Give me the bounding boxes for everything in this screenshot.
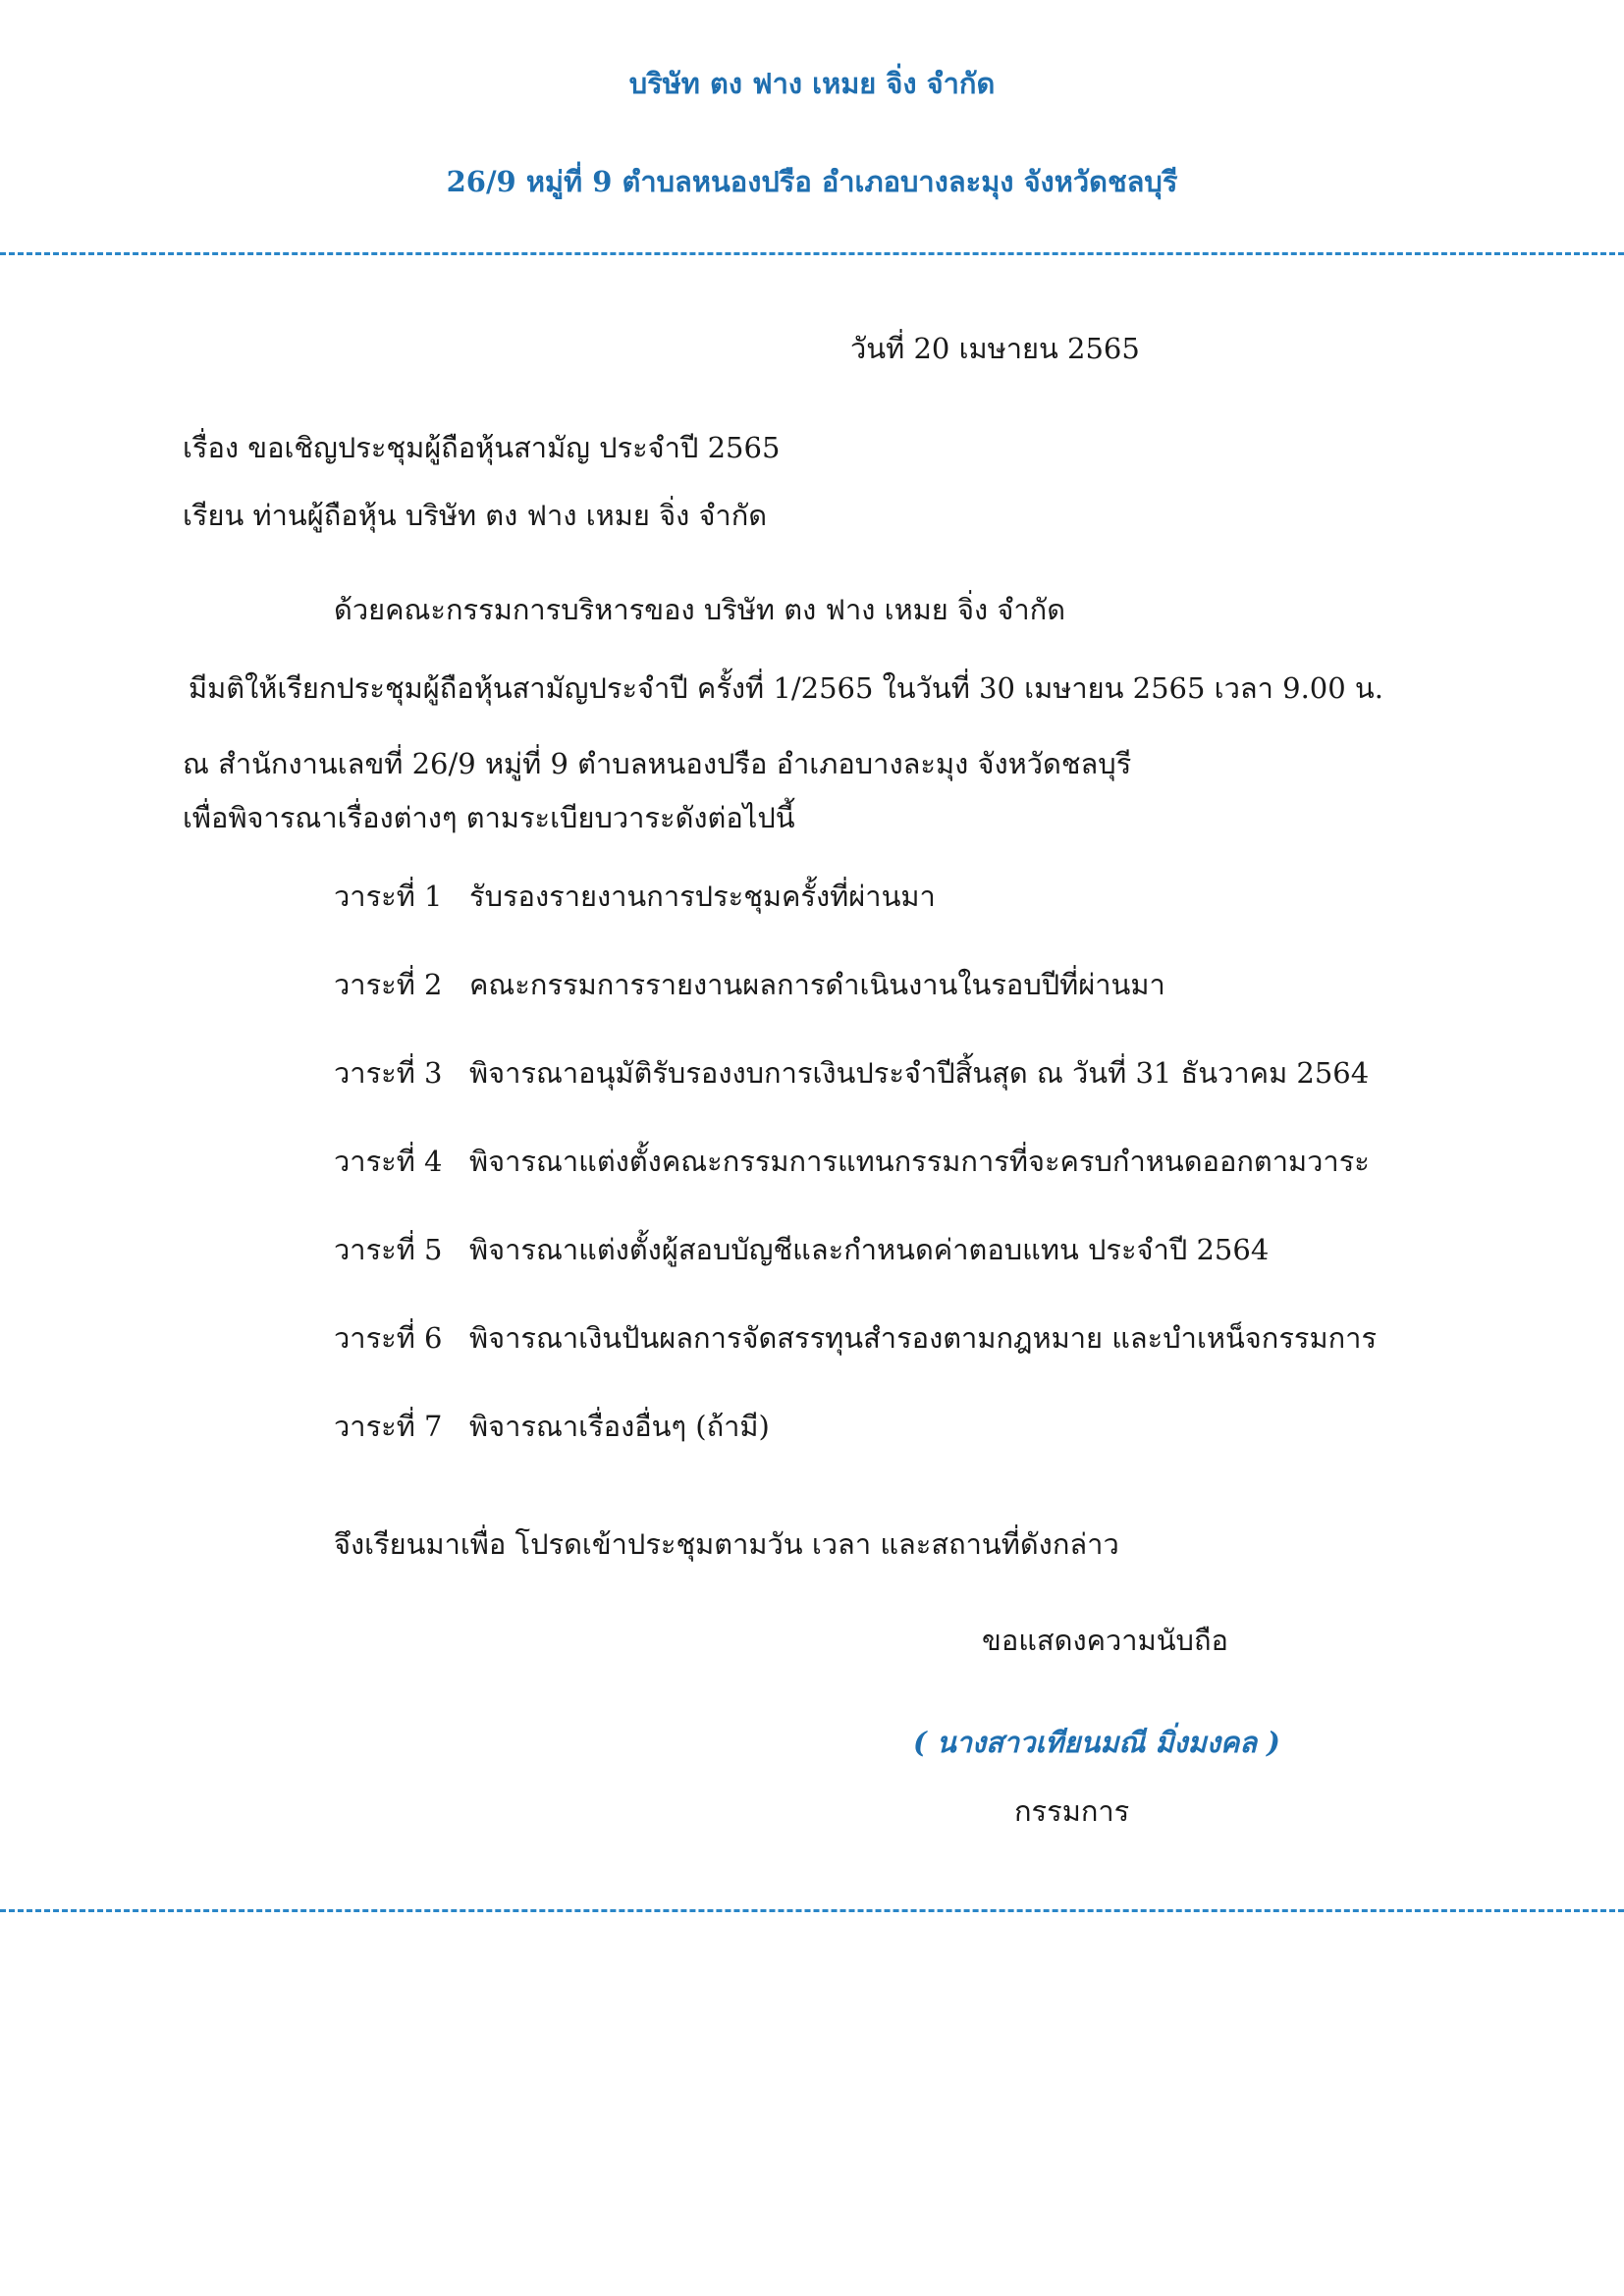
agenda-text: พิจารณาแต่งตั้งผู้สอบบัญชีและกำหนดค่าตอบแทน ประจำปี 2564 <box>469 1233 1270 1266</box>
company-name: บริษัท ตง ฟาง เหมย จิ่ง จำกัด <box>628 67 996 100</box>
agenda-text: พิจารณาแต่งตั้งคณะกรรมการแทนกรรมการที่จะครบกำหนดออกตามวาระ <box>469 1145 1370 1178</box>
closing-line: จึงเรียนมาเพื่อ โปรดเข้าประชุมตามวัน เวลา และสถานที่ดังกล่าว <box>334 1527 1119 1561</box>
regards-line: ขอแสดงความนับถือ <box>982 1624 1228 1657</box>
agenda-number: วาระที่ 5 <box>334 1233 443 1266</box>
body-paragraph-line-4: เพื่อพิจารณาเรื่องต่างๆ ตามระเบียบวาระดังต่อไปนี้ <box>183 801 795 834</box>
signatory-position: กรรมการ <box>1014 1794 1130 1828</box>
agenda-text: รับรองรายงานการประชุมครั้งที่ผ่านมา <box>469 880 936 913</box>
agenda-number: วาระที่ 4 <box>334 1145 443 1178</box>
bottom-dashed-divider <box>0 1909 1624 1912</box>
letter-salutation: เรียน ท่านผู้ถือหุ้น บริษัท ตง ฟาง เหมย จิ่ง จำกัด <box>183 499 768 532</box>
body-paragraph-line-1: ด้วยคณะกรรมการบริหารของ บริษัท ตง ฟาง เหมย จิ่ง จำกัด <box>334 593 1066 626</box>
letter-subject: เรื่อง ขอเชิญประชุมผู้ถือหุ้นสามัญ ประจำปี 2565 <box>183 431 781 464</box>
agenda-number: วาระที่ 6 <box>334 1321 443 1355</box>
agenda-number: วาระที่ 1 <box>334 880 443 913</box>
body-paragraph-line-2: มีมติให้เรียกประชุมผู้ถือหุ้นสามัญประจำปี ครั้งที่ 1/2565 ในวันที่ 30 เมษายน 2565 เวลา 9.00 น. <box>189 671 1383 705</box>
agenda-number: วาระที่ 2 <box>334 968 443 1001</box>
agenda-text: พิจารณาเรื่องอื่นๆ (ถ้ามี) <box>469 1410 770 1443</box>
signatory-name: ( นางสาวเทียนมณี มิ่งมงคล ) <box>913 1726 1280 1759</box>
agenda-number: วาระที่ 3 <box>334 1056 443 1090</box>
agenda-number: วาระที่ 7 <box>334 1410 443 1443</box>
agenda-text: พิจารณาเงินปันผลการจัดสรรทุนสำรองตามกฎหมาย และบำเหน็จกรรมการ <box>469 1321 1378 1355</box>
agenda-text: พิจารณาอนุมัติรับรองงบการเงินประจำปีสิ้นสุด ณ วันที่ 31 ธันวาคม 2564 <box>469 1056 1370 1090</box>
letter-date: วันที่ 20 เมษายน 2565 <box>850 332 1140 365</box>
agenda-text: คณะกรรมการรายงานผลการดำเนินงานในรอบปีที่ผ่านมา <box>469 968 1165 1001</box>
company-address: 26/9 หมู่ที่ 9 ตำบลหนองปรือ อำเภอบางละมุง จังหวัดชลบุรี <box>446 165 1178 198</box>
top-dashed-divider <box>0 252 1624 255</box>
body-paragraph-line-3: ณ สำนักงานเลขที่ 26/9 หมู่ที่ 9 ตำบลหนองปรือ อำเภอบางละมุง จังหวัดชลบุรี <box>183 747 1132 780</box>
